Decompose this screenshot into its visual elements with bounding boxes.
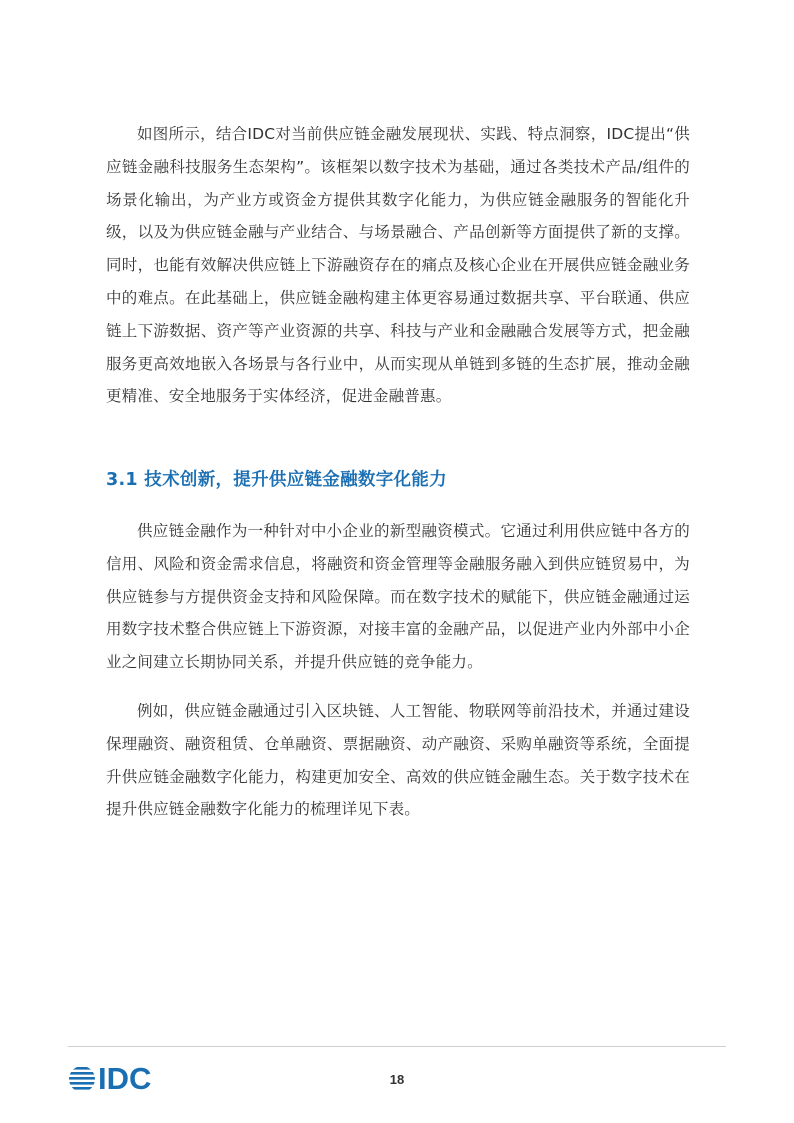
section-paragraph-2: 例如，供应链金融通过引入区块链、人工智能、物联网等前沿技术，并通过建设保理融资、融资租赁、仓单融资、票据融资、动产融资、采购单融资等系统，全面提升供应链金融数字化能力，构建更加安全、高效的供应链金融生态。关于数字技术在提升供应链金融数字化能力的梳理详见下表。 — [106, 702, 690, 819]
section-heading: 3.1 技术创新，提升供应链金融数字化能力 — [106, 470, 447, 490]
section-body-1 — [106, 515, 690, 679]
idc-logo — [68, 1062, 168, 1096]
section-body-2 — [106, 695, 690, 826]
intro-body — [106, 118, 690, 413]
globe-lines-icon — [68, 1065, 96, 1093]
footer-divider — [68, 1046, 726, 1047]
page-number: 18 — [389, 1072, 405, 1087]
logo-text: IDC — [98, 1061, 152, 1096]
intro-paragraph: 如图所示，结合IDC对当前供应链金融发展现状、实践、特点洞察，IDC提出“供应链金融科技服务生态架构”。该框架以数字技术为基础，通过各类技术产品/组件的场景化输出，为产业方或资金方提供其数字化能力，为供应链金融服务的智能化升级，以及为供应链金融与产业结合、与场景融合、产品创新等方面提供了新的支撑。同时，也能有效解决供应链上下游融资存在的痛点及核心企业在开展供应链金融业务中的难点。在此基础上，供应链金融构建主体更容易通过数据共享、平台联通、供应链上下游数据、资产等产业资源的共享、科技与产业和金融融合发展等方式，把金融服务更高效地嵌入各场景与各行业中，从而实现从单链到多链的生态扩展，推动金融更精准、安全地服务于实体经济，促进金融普惠。 — [106, 125, 690, 406]
section-paragraph-1: 供应链金融作为一种针对中小企业的新型融资模式。它通过利用供应链中各方的信用、风险和资金需求信息，将融资和资金管理等金融服务融入到供应链贸易中，为供应链参与方提供资金支持和风险保障。而在数字技术的赋能下，供应链金融通过运用数字技术整合供应链上下游资源，对接丰富的金融产品，以促进产业内外部中小企业之间建立长期协同关系，并提升供应链的竞争能力。 — [106, 522, 690, 672]
